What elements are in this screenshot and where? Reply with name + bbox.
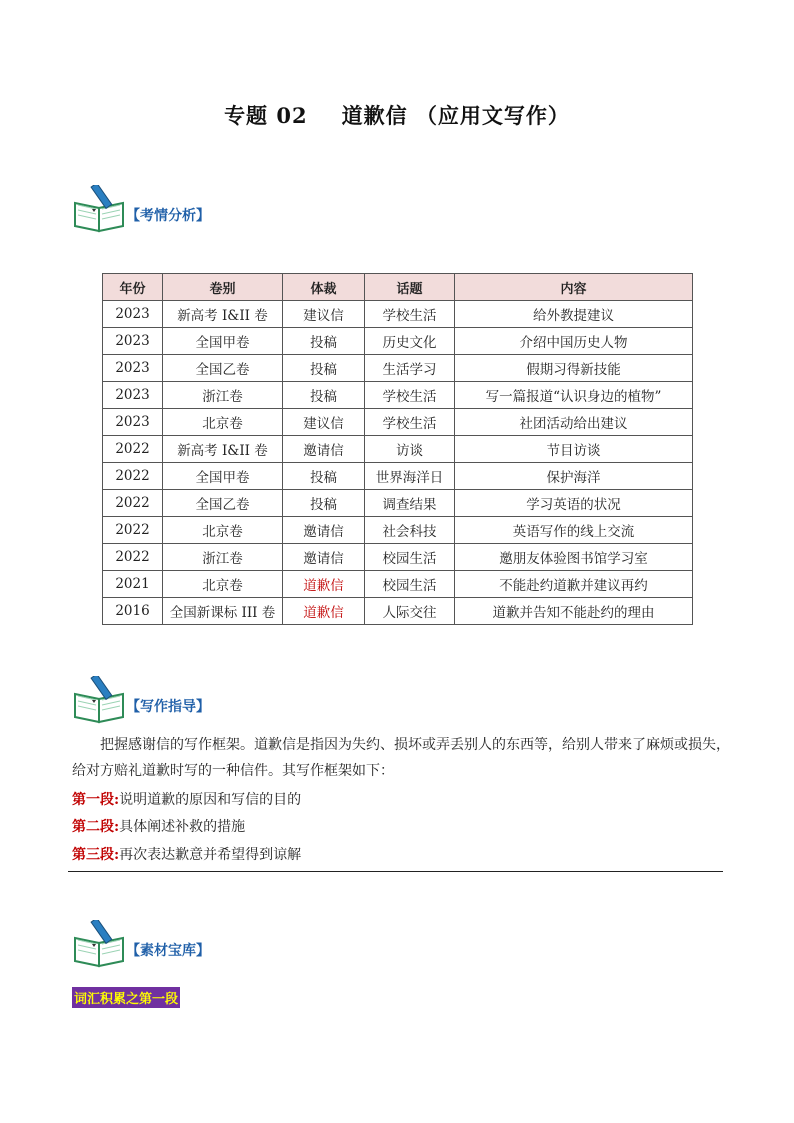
cell-genre: 投稿: [283, 355, 365, 382]
cell-genre-highlighted: 道歉信: [283, 598, 365, 625]
cell-paper: 全国甲卷: [163, 328, 283, 355]
cell-paper: 全国乙卷: [163, 355, 283, 382]
cell-year: 2023: [103, 409, 163, 436]
cell-content: 学习英语的状况: [455, 490, 693, 517]
cell-paper: 全国新课标 III 卷: [163, 598, 283, 625]
cell-content: 介绍中国历史人物: [455, 328, 693, 355]
section-header-materials: [72, 920, 372, 970]
cell-year: 2016: [103, 598, 163, 625]
cell-genre: 邀请信: [283, 544, 365, 571]
cell-genre: 邀请信: [283, 517, 365, 544]
section-header-analysis: [72, 185, 372, 235]
cell-paper: 浙江卷: [163, 382, 283, 409]
table-row: [103, 409, 693, 436]
cell-content: 社团活动给出建议: [455, 409, 693, 436]
book-pencil-icon: [72, 185, 128, 235]
cell-genre-highlighted: 道歉信: [283, 571, 365, 598]
cell-topic: 学校生活: [365, 382, 455, 409]
cell-topic: 学校生活: [365, 301, 455, 328]
table-row: [103, 598, 693, 625]
cell-year: 2022: [103, 490, 163, 517]
cell-paper: 浙江卷: [163, 544, 283, 571]
section-header-guide: [72, 676, 372, 726]
guide-step-3: [72, 844, 301, 864]
cell-paper: 北京卷: [163, 517, 283, 544]
step-label: 第一段:: [72, 792, 120, 808]
cell-content: 写一篇报道“认识身边的植物”: [455, 382, 693, 409]
cell-topic: 调查结果: [365, 490, 455, 517]
cell-paper: 北京卷: [163, 409, 283, 436]
col-header-content: 内容: [455, 274, 693, 301]
cell-year: 2021: [103, 571, 163, 598]
cell-year: 2023: [103, 382, 163, 409]
cell-content: 假期习得新技能: [455, 355, 693, 382]
cell-content: 道歉并告知不能赴约的理由: [455, 598, 693, 625]
cell-year: 2023: [103, 328, 163, 355]
cell-genre: 建议信: [283, 409, 365, 436]
cell-content: 节目访谈: [455, 436, 693, 463]
cell-paper: 全国乙卷: [163, 490, 283, 517]
cell-paper: 新高考 I&II 卷: [163, 301, 283, 328]
step-text: 再次表达歉意并希望得到谅解: [119, 847, 302, 863]
section-title: 【写作指导】: [126, 699, 210, 715]
cell-year: 2022: [103, 436, 163, 463]
cell-topic: 生活学习: [365, 355, 455, 382]
section-divider: [68, 871, 723, 872]
cell-content: 英语写作的线上交流: [455, 517, 693, 544]
guide-intro-text: 把握感谢信的写作框架。道歉信是指因为失约、损坏或弄丢别人的东西等，给别人带来了麻烦或损失，给对方赔礼道歉时写的一种信件。其写作框架如下：: [72, 737, 730, 779]
cell-content: 保护海洋: [455, 463, 693, 490]
cell-paper: 北京卷: [163, 571, 283, 598]
cell-topic: 社会科技: [365, 517, 455, 544]
table-row: [103, 544, 693, 571]
cell-paper: 新高考 I&II 卷: [163, 436, 283, 463]
table-row: [103, 328, 693, 355]
book-pencil-icon: [72, 676, 128, 726]
col-header-genre: 体裁: [283, 274, 365, 301]
table-row: [103, 463, 693, 490]
step-text: 说明道歉的原因和写信的目的: [119, 792, 302, 808]
table-header-row: [103, 274, 693, 301]
cell-genre: 投稿: [283, 382, 365, 409]
title-topic-name: 道歉信 （应用文写作）: [341, 103, 570, 128]
book-pencil-icon: [72, 920, 128, 970]
table-row: [103, 571, 693, 598]
exam-table: [102, 273, 693, 625]
cell-year: 2022: [103, 517, 163, 544]
table-row: [103, 490, 693, 517]
cell-topic: 访谈: [365, 436, 455, 463]
section-title: 【素材宝库】: [126, 943, 210, 959]
table-row: [103, 301, 693, 328]
vocab-tag: 词汇积累之第一段: [72, 987, 180, 1008]
cell-content: 邀朋友体验图书馆学习室: [455, 544, 693, 571]
col-header-topic: 话题: [365, 274, 455, 301]
cell-content: 不能赴约道歉并建议再约: [455, 571, 693, 598]
step-text: 具体阐述补救的措施: [119, 819, 246, 835]
title-topic-number: 专题 02: [224, 103, 308, 128]
col-header-year: 年份: [103, 274, 163, 301]
step-label: 第二段:: [72, 819, 120, 835]
cell-topic: 人际交往: [365, 598, 455, 625]
guide-step-2: [72, 816, 245, 836]
cell-year: 2023: [103, 301, 163, 328]
table-row: [103, 382, 693, 409]
col-header-paper: 卷别: [163, 274, 283, 301]
step-label: 第三段:: [72, 847, 120, 863]
table-row: [103, 436, 693, 463]
cell-topic: 校园生活: [365, 544, 455, 571]
cell-genre: 投稿: [283, 328, 365, 355]
guide-step-1: [72, 789, 301, 809]
cell-topic: 历史文化: [365, 328, 455, 355]
table-row: [103, 355, 693, 382]
cell-topic: 学校生活: [365, 409, 455, 436]
cell-topic: 世界海洋日: [365, 463, 455, 490]
cell-topic: 校园生活: [365, 571, 455, 598]
page-title: [0, 100, 794, 130]
cell-genre: 投稿: [283, 463, 365, 490]
cell-genre: 建议信: [283, 301, 365, 328]
cell-genre: 邀请信: [283, 436, 365, 463]
table-row: [103, 517, 693, 544]
cell-genre: 投稿: [283, 490, 365, 517]
cell-year: 2022: [103, 463, 163, 490]
cell-year: 2022: [103, 544, 163, 571]
cell-content: 给外教提建议: [455, 301, 693, 328]
guide-intro-paragraph: [72, 732, 732, 784]
cell-year: 2023: [103, 355, 163, 382]
section-title: 【考情分析】: [126, 208, 210, 224]
cell-paper: 全国甲卷: [163, 463, 283, 490]
